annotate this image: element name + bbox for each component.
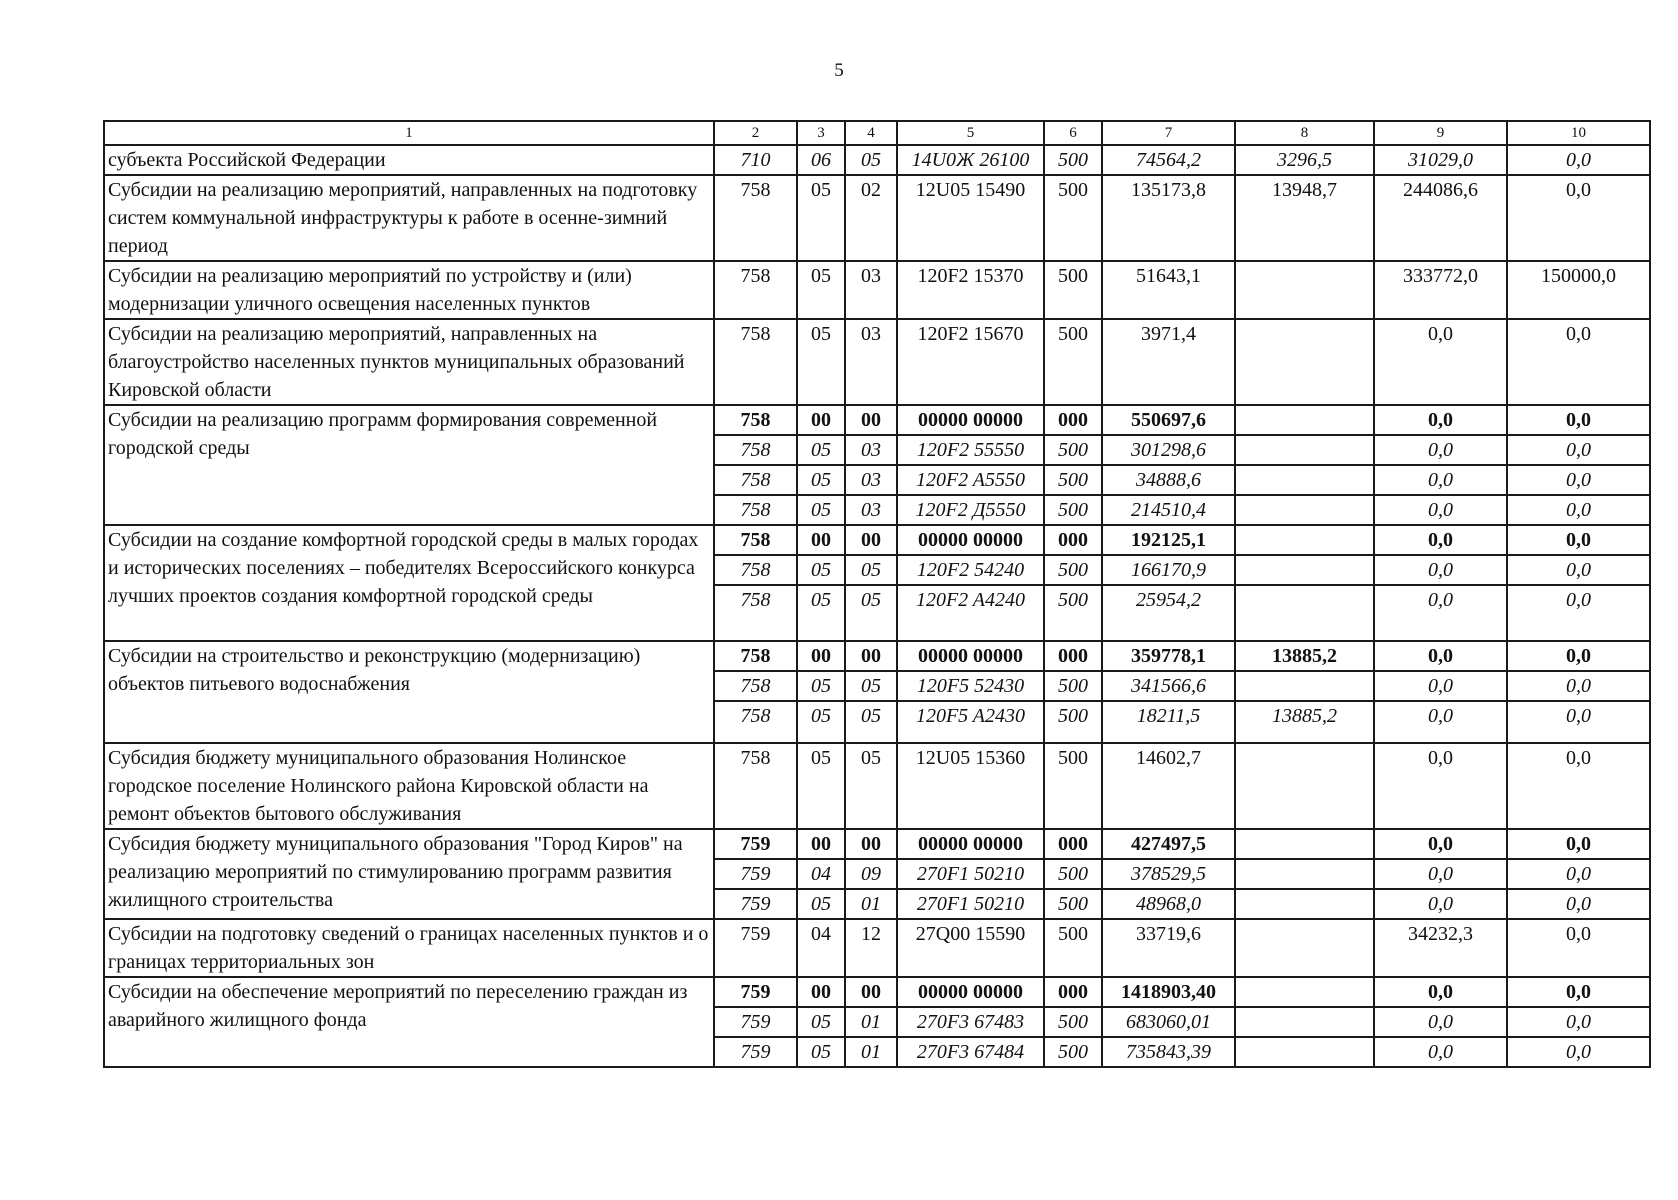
cell-amount-col7: 3971,4 [1102, 319, 1235, 405]
cell-amount-col10: 0,0 [1507, 889, 1650, 919]
cell-amount-col7: 48968,0 [1102, 889, 1235, 919]
cell-amount-col10: 0,0 [1507, 175, 1650, 261]
cell-amount-col9: 0,0 [1374, 585, 1507, 641]
row-description: Субсидии на реализацию мероприятий, направленных на подготовку систем коммунальной инфраструктуры к работе в осенне-зимний период [104, 175, 714, 261]
group-row [104, 919, 1650, 977]
cell-section: 00 [797, 405, 845, 435]
cell-amount-col8 [1235, 405, 1374, 435]
cell-subsection: 00 [845, 641, 897, 671]
cell-section: 05 [797, 319, 845, 405]
cell-code: 758 [714, 175, 797, 261]
cell-amount-col9: 0,0 [1374, 555, 1507, 585]
cell-amount-col10: 0,0 [1507, 525, 1650, 555]
cell-code: 758 [714, 743, 797, 829]
cell-subsection: 02 [845, 175, 897, 261]
cell-expense-type: 000 [1044, 829, 1102, 859]
cell-section: 05 [797, 743, 845, 829]
cell-section: 05 [797, 701, 845, 743]
cell-section: 05 [797, 435, 845, 465]
cell-amount-col8 [1235, 1037, 1374, 1067]
cell-amount-col10: 0,0 [1507, 1007, 1650, 1037]
column-number: 7 [1102, 121, 1235, 145]
row-description: субъекта Российской Федерации [104, 145, 714, 175]
cell-amount-col7: 166170,9 [1102, 555, 1235, 585]
cell-code: 759 [714, 1007, 797, 1037]
cell-code: 758 [714, 585, 797, 641]
cell-amount-col8 [1235, 1007, 1374, 1037]
cell-target-code: 270F1 50210 [897, 889, 1044, 919]
cell-amount-col7: 135173,8 [1102, 175, 1235, 261]
cell-section: 05 [797, 889, 845, 919]
cell-amount-col9: 34232,3 [1374, 919, 1507, 977]
group-row [104, 743, 1650, 829]
cell-expense-type: 500 [1044, 859, 1102, 889]
cell-amount-col8 [1235, 525, 1374, 555]
cell-subsection: 00 [845, 977, 897, 1007]
cell-amount-col7: 25954,2 [1102, 585, 1235, 641]
cell-section: 00 [797, 525, 845, 555]
cell-amount-col9: 0,0 [1374, 1007, 1507, 1037]
cell-amount-col8 [1235, 829, 1374, 859]
cell-code: 759 [714, 829, 797, 859]
row-description: Субсидии на создание комфортной городской среды в малых городах и исторических поселениях – победителях Всероссийского конкурса лучших проектов создания комфортной городской среды [104, 525, 714, 641]
cell-amount-col9: 0,0 [1374, 435, 1507, 465]
column-number: 3 [797, 121, 845, 145]
cell-code: 758 [714, 495, 797, 525]
cell-section: 00 [797, 641, 845, 671]
cell-expense-type: 500 [1044, 1007, 1102, 1037]
cell-code: 758 [714, 319, 797, 405]
cell-amount-col10: 0,0 [1507, 319, 1650, 405]
cell-expense-type: 500 [1044, 145, 1102, 175]
cell-code: 758 [714, 701, 797, 743]
cell-subsection: 00 [845, 829, 897, 859]
cell-code: 758 [714, 405, 797, 435]
cell-code: 759 [714, 859, 797, 889]
cell-amount-col10: 0,0 [1507, 585, 1650, 641]
cell-amount-col9: 244086,6 [1374, 175, 1507, 261]
cell-code: 758 [714, 641, 797, 671]
cell-amount-col9: 0,0 [1374, 671, 1507, 701]
cell-amount-col8 [1235, 859, 1374, 889]
row-description: Субсидии на реализацию мероприятий, направленных на благоустройство населенных пунктов муниципальных образований Кировской области [104, 319, 714, 405]
column-number: 10 [1507, 121, 1650, 145]
cell-expense-type: 000 [1044, 641, 1102, 671]
cell-amount-col8 [1235, 919, 1374, 977]
cell-code: 758 [714, 525, 797, 555]
cell-amount-col8 [1235, 261, 1374, 319]
group-row [104, 525, 1650, 555]
cell-expense-type: 500 [1044, 701, 1102, 743]
column-number: 8 [1235, 121, 1374, 145]
row-description: Субсидии на реализацию мероприятий по устройству и (или) модернизации уличного освещения населенных пунктов [104, 261, 714, 319]
cell-amount-col10: 0,0 [1507, 145, 1650, 175]
cell-target-code: 00000 00000 [897, 405, 1044, 435]
cell-expense-type: 500 [1044, 319, 1102, 405]
cell-amount-col9: 0,0 [1374, 465, 1507, 495]
cell-amount-col7: 33719,6 [1102, 919, 1235, 977]
cell-subsection: 03 [845, 261, 897, 319]
cell-amount-col9: 0,0 [1374, 977, 1507, 1007]
cell-target-code: 120F2 A4240 [897, 585, 1044, 641]
cell-subsection: 05 [845, 743, 897, 829]
cell-amount-col7: 192125,1 [1102, 525, 1235, 555]
column-number: 5 [897, 121, 1044, 145]
cell-expense-type: 500 [1044, 1037, 1102, 1067]
cell-expense-type: 500 [1044, 889, 1102, 919]
group-row [104, 641, 1650, 671]
cell-section: 05 [797, 555, 845, 585]
cell-subsection: 03 [845, 435, 897, 465]
cell-expense-type: 500 [1044, 743, 1102, 829]
cell-amount-col10: 0,0 [1507, 977, 1650, 1007]
group-row [104, 405, 1650, 435]
cell-amount-col10: 0,0 [1507, 919, 1650, 977]
cell-expense-type: 500 [1044, 919, 1102, 977]
cell-amount-col10: 0,0 [1507, 859, 1650, 889]
column-number: 6 [1044, 121, 1102, 145]
row-description: Субсидии на подготовку сведений о границах населенных пунктов и о границах территориальных зон [104, 919, 714, 977]
cell-amount-col8: 13885,2 [1235, 641, 1374, 671]
cell-target-code: 270F3 67484 [897, 1037, 1044, 1067]
cell-amount-col9: 0,0 [1374, 1037, 1507, 1067]
cell-target-code: 120F2 15370 [897, 261, 1044, 319]
cell-code: 758 [714, 435, 797, 465]
cell-expense-type: 000 [1044, 977, 1102, 1007]
cell-amount-col7: 1418903,40 [1102, 977, 1235, 1007]
cell-amount-col8 [1235, 743, 1374, 829]
cell-amount-col9: 0,0 [1374, 319, 1507, 405]
cell-subsection: 05 [845, 145, 897, 175]
cell-amount-col9: 0,0 [1374, 525, 1507, 555]
cell-amount-col8 [1235, 435, 1374, 465]
cell-expense-type: 500 [1044, 555, 1102, 585]
cell-amount-col7: 74564,2 [1102, 145, 1235, 175]
cell-expense-type: 000 [1044, 525, 1102, 555]
cell-section: 05 [797, 175, 845, 261]
cell-expense-type: 500 [1044, 435, 1102, 465]
cell-expense-type: 500 [1044, 261, 1102, 319]
cell-amount-col7: 735843,39 [1102, 1037, 1235, 1067]
row-description: Субсидии на строительство и реконструкцию (модернизацию) объектов питьевого водоснабжения [104, 641, 714, 743]
column-number: 1 [104, 121, 714, 145]
cell-subsection: 01 [845, 1037, 897, 1067]
cell-section: 06 [797, 145, 845, 175]
cell-section: 05 [797, 465, 845, 495]
column-number: 9 [1374, 121, 1507, 145]
row-description: Субсидия бюджету муниципального образования "Город Киров" на реализацию мероприятий по стимулированию программ развития жилищного строительства [104, 829, 714, 919]
cell-amount-col7: 359778,1 [1102, 641, 1235, 671]
cell-subsection: 03 [845, 465, 897, 495]
group-row [104, 145, 1650, 175]
cell-amount-col10: 0,0 [1507, 465, 1650, 495]
cell-amount-col9: 0,0 [1374, 701, 1507, 743]
cell-amount-col9: 333772,0 [1374, 261, 1507, 319]
cell-target-code: 120F2 A5550 [897, 465, 1044, 495]
cell-target-code: 120F5 52430 [897, 671, 1044, 701]
cell-section: 04 [797, 919, 845, 977]
cell-amount-col8 [1235, 495, 1374, 525]
cell-amount-col7: 341566,6 [1102, 671, 1235, 701]
cell-amount-col10: 0,0 [1507, 701, 1650, 743]
cell-amount-col10: 0,0 [1507, 405, 1650, 435]
cell-code: 759 [714, 1037, 797, 1067]
cell-section: 05 [797, 671, 845, 701]
budget-table [103, 120, 1651, 1068]
cell-amount-col8: 13885,2 [1235, 701, 1374, 743]
cell-amount-col8: 3296,5 [1235, 145, 1374, 175]
cell-amount-col9: 0,0 [1374, 743, 1507, 829]
group-row [104, 261, 1650, 319]
cell-amount-col7: 34888,6 [1102, 465, 1235, 495]
group-row [104, 175, 1650, 261]
cell-expense-type: 500 [1044, 465, 1102, 495]
cell-amount-col9: 0,0 [1374, 495, 1507, 525]
cell-section: 00 [797, 977, 845, 1007]
cell-amount-col10: 0,0 [1507, 743, 1650, 829]
cell-amount-col9: 0,0 [1374, 889, 1507, 919]
cell-amount-col9: 0,0 [1374, 405, 1507, 435]
cell-amount-col8 [1235, 555, 1374, 585]
cell-amount-col7: 214510,4 [1102, 495, 1235, 525]
cell-target-code: 120F2 15670 [897, 319, 1044, 405]
cell-expense-type: 500 [1044, 671, 1102, 701]
column-number: 4 [845, 121, 897, 145]
row-description: Субсидии на обеспечение мероприятий по переселению граждан из аварийного жилищного фонда [104, 977, 714, 1067]
cell-code: 759 [714, 919, 797, 977]
cell-target-code: 00000 00000 [897, 977, 1044, 1007]
cell-target-code: 120F5 A2430 [897, 701, 1044, 743]
cell-target-code: 00000 00000 [897, 829, 1044, 859]
cell-target-code: 27Q00 15590 [897, 919, 1044, 977]
cell-target-code: 270F3 67483 [897, 1007, 1044, 1037]
cell-amount-col9: 31029,0 [1374, 145, 1507, 175]
page-number: 5 [834, 60, 844, 81]
cell-amount-col10: 0,0 [1507, 641, 1650, 671]
cell-amount-col10: 0,0 [1507, 495, 1650, 525]
cell-target-code: 120F2 55550 [897, 435, 1044, 465]
cell-amount-col10: 150000,0 [1507, 261, 1650, 319]
cell-section: 05 [797, 1037, 845, 1067]
cell-code: 758 [714, 261, 797, 319]
column-number: 2 [714, 121, 797, 145]
cell-subsection: 05 [845, 555, 897, 585]
cell-amount-col10: 0,0 [1507, 829, 1650, 859]
cell-amount-col7: 427497,5 [1102, 829, 1235, 859]
cell-subsection: 12 [845, 919, 897, 977]
cell-amount-col7: 14602,7 [1102, 743, 1235, 829]
cell-amount-col8 [1235, 977, 1374, 1007]
cell-amount-col10: 0,0 [1507, 671, 1650, 701]
cell-amount-col7: 51643,1 [1102, 261, 1235, 319]
cell-amount-col9: 0,0 [1374, 641, 1507, 671]
cell-subsection: 03 [845, 319, 897, 405]
cell-subsection: 05 [845, 671, 897, 701]
cell-target-code: 120F2 Д5550 [897, 495, 1044, 525]
cell-section: 05 [797, 261, 845, 319]
cell-amount-col8 [1235, 585, 1374, 641]
cell-amount-col7: 301298,6 [1102, 435, 1235, 465]
cell-amount-col7: 378529,5 [1102, 859, 1235, 889]
cell-section: 04 [797, 859, 845, 889]
cell-subsection: 05 [845, 701, 897, 743]
cell-amount-col7: 550697,6 [1102, 405, 1235, 435]
cell-expense-type: 000 [1044, 405, 1102, 435]
cell-subsection: 01 [845, 1007, 897, 1037]
group-row [104, 829, 1650, 859]
cell-expense-type: 500 [1044, 495, 1102, 525]
cell-section: 00 [797, 829, 845, 859]
cell-target-code: 00000 00000 [897, 641, 1044, 671]
cell-amount-col8: 13948,7 [1235, 175, 1374, 261]
cell-amount-col10: 0,0 [1507, 435, 1650, 465]
cell-subsection: 00 [845, 405, 897, 435]
group-row [104, 977, 1650, 1007]
row-description: Субсидии на реализацию программ формирования современной городской среды [104, 405, 714, 525]
cell-subsection: 03 [845, 495, 897, 525]
cell-target-code: 12U05 15360 [897, 743, 1044, 829]
cell-section: 05 [797, 585, 845, 641]
cell-target-code: 120F2 54240 [897, 555, 1044, 585]
cell-section: 05 [797, 495, 845, 525]
cell-amount-col9: 0,0 [1374, 829, 1507, 859]
cell-target-code: 12U05 15490 [897, 175, 1044, 261]
cell-code: 758 [714, 671, 797, 701]
cell-target-code: 270F1 50210 [897, 859, 1044, 889]
cell-code: 710 [714, 145, 797, 175]
cell-code: 759 [714, 977, 797, 1007]
cell-amount-col8 [1235, 319, 1374, 405]
column-number-row [104, 121, 1650, 145]
cell-code: 759 [714, 889, 797, 919]
cell-subsection: 05 [845, 585, 897, 641]
cell-subsection: 00 [845, 525, 897, 555]
cell-amount-col7: 683060,01 [1102, 1007, 1235, 1037]
table-body [104, 121, 1650, 1067]
cell-subsection: 09 [845, 859, 897, 889]
cell-amount-col8 [1235, 465, 1374, 495]
cell-amount-col8 [1235, 889, 1374, 919]
cell-expense-type: 500 [1044, 585, 1102, 641]
cell-code: 758 [714, 465, 797, 495]
cell-target-code: 00000 00000 [897, 525, 1044, 555]
cell-section: 05 [797, 1007, 845, 1037]
row-description: Субсидия бюджету муниципального образования Нолинское городское поселение Нолинского района Кировской области на ремонт объектов бытового обслуживания [104, 743, 714, 829]
cell-amount-col7: 18211,5 [1102, 701, 1235, 743]
cell-amount-col9: 0,0 [1374, 859, 1507, 889]
cell-amount-col8 [1235, 671, 1374, 701]
group-row [104, 319, 1650, 405]
cell-expense-type: 500 [1044, 175, 1102, 261]
cell-subsection: 01 [845, 889, 897, 919]
cell-amount-col10: 0,0 [1507, 1037, 1650, 1067]
cell-code: 758 [714, 555, 797, 585]
cell-target-code: 14U0Ж 26100 [897, 145, 1044, 175]
cell-amount-col10: 0,0 [1507, 555, 1650, 585]
